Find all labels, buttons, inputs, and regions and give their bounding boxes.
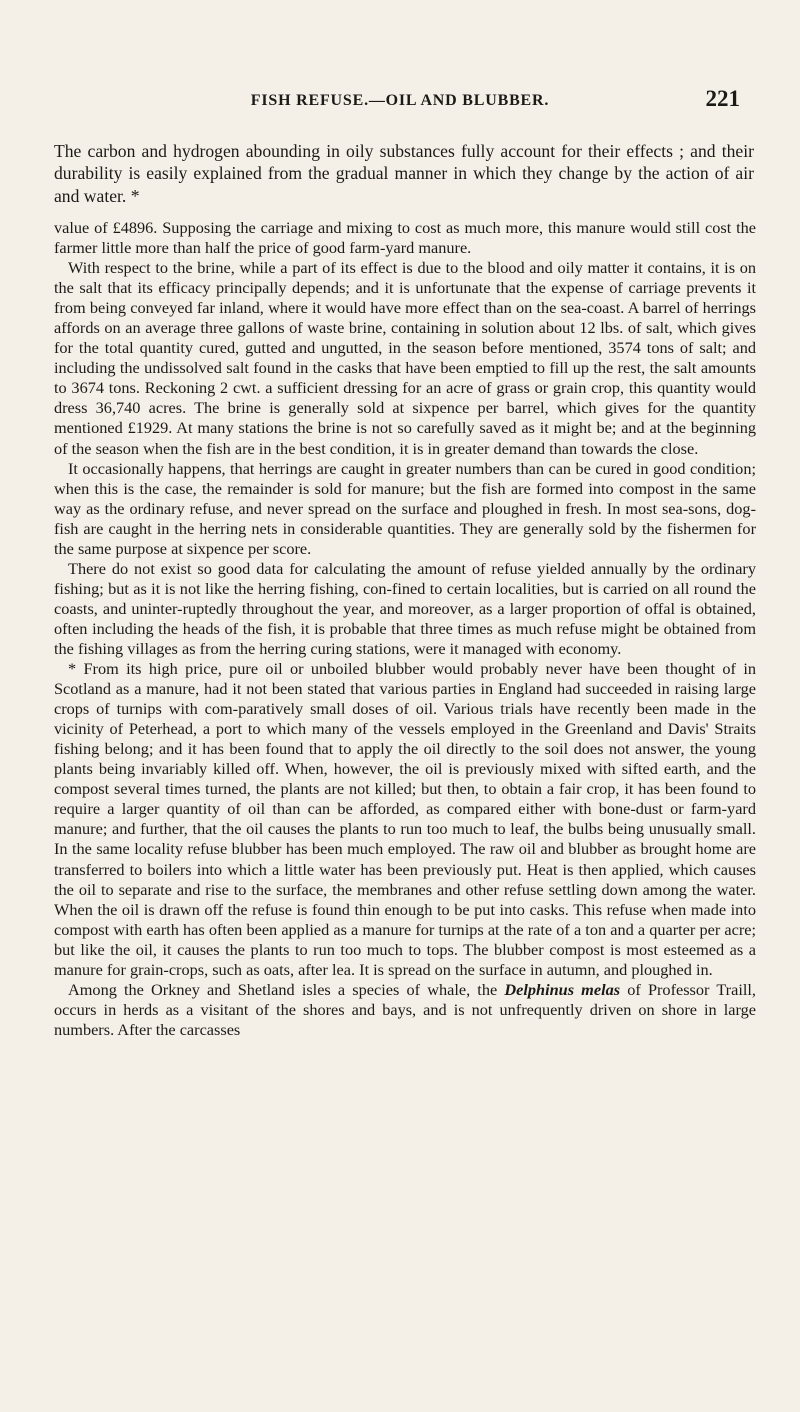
- whales-text-before: Among the Orkney and Shetland isles a species of whale, the: [68, 979, 498, 999]
- footnote-oil-blubber: * From its high price, pure oil or unboiled blubber would probably never have been thought of in Scotland as a manure, had it not been stated that various parties in England had succeeded in raising large crops of turnips with com-paratively small doses of oil. Various trials have recently been made in the vicinity of Peterhead, a port to which many of the vessels employed in the Greenland and Davis' Straits fishing belong; and it has been found that to apply the oil directly to the soil does not answer, the young plants being invariably killed off. When, however, the oil is previously mixed with sifted earth, and the compost several times turned, the plants are not killed; but then, to obtain a fair crop, it has been found to require a larger quantity of oil than can be afforded, as compared either with bone-dust or farm-yard manure; and further, that the oil causes the plants to run too much to leaf, the bulbs being unusually small. In the same locality refuse blubber has been much employed. The raw oil and blubber as brought home are transferred to boilers into which a little water has been previously put. Heat is then applied, which causes the oil to separate and rise to the surface, the membranes and other refuse settling down among the water. When the oil is drawn off the refuse is found thin enough to be put into casks. This refuse when made into compost with earth has often been applied as a manure for turnips at the rate of a ton and a quarter per acre; but like the oil, it causes the plants to run too much to tops. The blubber compost is most esteemed as a manure for grain-crops, such as oats, after lea. It is spread on the surface in autumn, and ploughed in.: [54, 659, 756, 979]
- body-text: [54, 218, 756, 1040]
- paragraph-brine: With respect to the brine, while a part of its effect is due to the blood and oily matter it contains, it is on the salt that its efficacy principally depends; and it is unfortunate that the expense of carriage prevents it from being conveyed far inland, where it would have more effect than on the sea-coast. A barrel of herrings affords on an average three gallons of waste brine, containing in solution about 12 lbs. of salt, which gives for the total quantity cured, gutted and ungutted, in the season before mentioned, 3574 tons of salt; and including the undissolved salt found in the casks that have been emptied to fill up the rest, the salt amounts to 3674 tons. Reckoning 2 cwt. a sufficient dressing for an acre of grass or grain crop, this quantity would dress 36,740 acres. The brine is generally sold at sixpence per barrel, which gives for the quantity mentioned £1929. At many stations the brine is not so carefully saved as it might be; and at the beginning of the season when the fish are in the best condition, it is in greater demand than towards the close.: [54, 258, 756, 458]
- intro-paragraph: The carbon and hydrogen abounding in oily substances fully account for their effects ; and their durability is easily explained from the gradual manner in which they change by the action of air and water. *: [54, 141, 754, 206]
- page-header: [60, 88, 740, 118]
- whales-text-after: of Professor Traill, occurs in herds as a visitant of the shores and bays, and is not unfrequently driven on shore in large numbers. After the carcasses: [54, 979, 756, 1039]
- paragraph-whales: [54, 980, 756, 1040]
- paragraph-herrings: It occasionally happens, that herrings are caught in greater numbers than can be cured in good condition; when this is the case, the remainder is sold for manure; but the fish are formed into compost in the same way as the ordinary refuse, and never spread on the surface and ploughed in fresh. In most sea-sons, dog-fish are caught in the herring nets in considerable quantities. They are generally sold by the fishermen for the same purpose at sixpence per score.: [54, 458, 756, 558]
- paragraph-ordinary-fishing: There do not exist so good data for calculating the amount of refuse yielded annually by the ordinary fishing; but as it is not like the herring fishing, con-fined to certain localities, but is carried on all round the coasts, and uninter-ruptedly throughout the year, and moreover, as a larger proportion of offal is obtained, often including the heads of the fish, it is probable that three times as much refuse might be obtained from the fishing villages as from the herring curing stations, were it managed with economy.: [54, 558, 756, 658]
- species-name: Delphinus melas: [504, 979, 621, 999]
- page-number: 221: [705, 86, 740, 111]
- paragraph-continuation: value of £4896. Supposing the carriage and mixing to cost as much more, this manure would still cost the farmer little more than half the price of good farm-yard manure.: [54, 218, 756, 258]
- running-head: FISH REFUSE.—OIL AND BLUBBER.: [250, 92, 550, 109]
- main-text: [54, 140, 754, 207]
